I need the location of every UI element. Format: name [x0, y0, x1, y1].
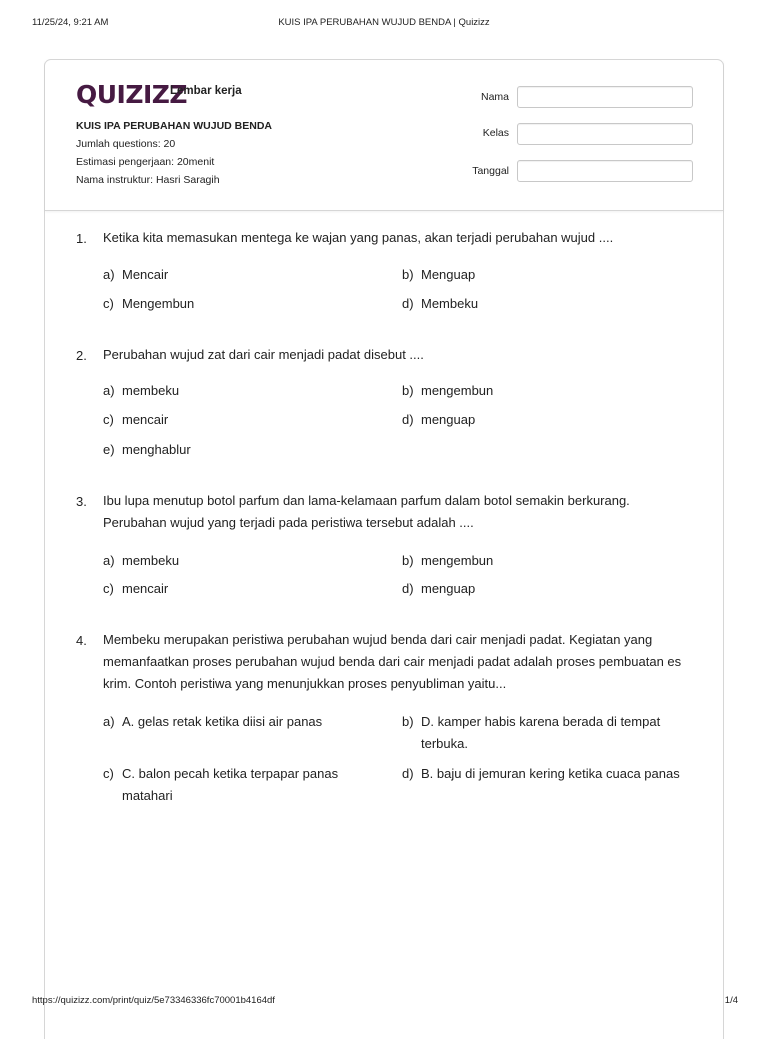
option-letter: a) — [103, 714, 115, 729]
option-text: A. gelas retak ketika diisi air panas — [122, 714, 323, 729]
option-letter: b) — [402, 383, 414, 398]
option-letter: d) — [402, 581, 414, 596]
instructor-name: Nama instruktur: Hasri Saragih — [76, 174, 220, 186]
option-letter: e) — [103, 442, 115, 457]
option-text: mengembun — [421, 553, 494, 568]
option-text: Mengembun — [122, 296, 195, 311]
option-text: D. kamper habis karena berada di tempat terbuka. — [421, 714, 661, 751]
option-text: Menguap — [421, 267, 476, 282]
option-text: Mencair — [122, 267, 169, 282]
name-field[interactable] — [517, 86, 693, 108]
print-page-number: 1/4 — [724, 995, 738, 1006]
option-b — [402, 264, 702, 286]
question-text: Ketika kita memasukan mentega ke wajan yang panas, akan terjadi perubahan wujud .... — [103, 230, 614, 245]
option-letter: d) — [402, 296, 414, 311]
option-letter: d) — [402, 766, 414, 781]
quizizz-logo: QUIZIZZ — [76, 80, 188, 109]
option-text: Membeku — [421, 296, 479, 311]
worksheet — [44, 59, 724, 1039]
name-label: Nama — [480, 91, 509, 103]
option-d — [402, 578, 702, 600]
estimated-time: Estimasi pengerjaan: 20menit — [76, 156, 215, 168]
worksheet-header — [45, 60, 723, 211]
option-c — [103, 763, 373, 807]
option-letter: c) — [103, 412, 114, 427]
option-d — [402, 409, 702, 431]
option-d — [402, 763, 702, 785]
print-header — [0, 17, 768, 31]
option-text: menghablur — [122, 442, 191, 457]
option-c — [103, 578, 373, 600]
print-url: https://quizizz.com/print/quiz/5e73346336fc70001b4164df — [32, 995, 275, 1006]
option-a — [103, 711, 373, 733]
option-letter: b) — [402, 267, 414, 282]
option-text: menguap — [421, 412, 476, 427]
question-number: 4. — [76, 633, 87, 648]
option-a — [103, 264, 373, 286]
option-text: menguap — [421, 581, 476, 596]
option-letter: a) — [103, 383, 115, 398]
print-datetime: 11/25/24, 9:21 AM — [32, 17, 109, 28]
question-number: 1. — [76, 231, 87, 246]
option-b — [402, 550, 702, 572]
option-text: mengembun — [421, 383, 494, 398]
print-footer — [0, 995, 768, 1009]
worksheet-subtitle: Lembar kerja — [170, 85, 242, 97]
option-c — [103, 409, 373, 431]
date-field[interactable] — [517, 160, 693, 182]
print-page-title: KUIS IPA PERUBAHAN WUJUD BENDA | Quizizz — [278, 17, 490, 28]
class-label: Kelas — [482, 127, 509, 139]
option-letter: a) — [103, 553, 115, 568]
option-letter: b) — [402, 553, 414, 568]
option-letter: d) — [402, 412, 414, 427]
question-text: Membeku merupakan peristiwa perubahan wujud benda dari cair menjadi padat. Kegiatan yang memanfaatkan proses perubahan wujud benda dari cair menjadi padat adalah proses pembuatan es krim. Contoh peristiwa yang menunjukkan proses penyubliman yaitu... — [103, 632, 682, 691]
option-text: C. balon pecah ketika terpapar panas matahari — [122, 766, 339, 803]
option-a — [103, 380, 373, 402]
option-letter: b) — [402, 714, 414, 729]
question-text: Perubahan wujud zat dari cair menjadi padat disebut .... — [103, 347, 424, 362]
class-field[interactable] — [517, 123, 693, 145]
option-d — [402, 293, 702, 315]
option-text: B. baju di jemuran kering ketika cuaca panas — [421, 766, 680, 781]
option-letter: c) — [103, 296, 114, 311]
option-text: membeku — [122, 383, 180, 398]
option-text: membeku — [122, 553, 180, 568]
option-e — [103, 439, 373, 461]
option-letter: c) — [103, 581, 114, 596]
question-text: Ibu lupa menutup botol parfum dan lama-kelamaan parfum dalam botol semakin berkurang. Perubahan wujud yang terjadi pada peristiwa tersebut adalah .... — [103, 493, 630, 530]
question-number: 2. — [76, 348, 87, 363]
option-a — [103, 550, 373, 572]
date-label: Tanggal — [472, 165, 509, 177]
option-text: mencair — [122, 581, 169, 596]
option-letter: a) — [103, 267, 115, 282]
quiz-title: KUIS IPA PERUBAHAN WUJUD BENDA — [76, 120, 273, 132]
question-count: Jumlah questions: 20 — [76, 138, 176, 150]
question-number: 3. — [76, 494, 87, 509]
option-text: mencair — [122, 412, 169, 427]
option-letter: c) — [103, 766, 114, 781]
option-b — [402, 380, 702, 402]
option-c — [103, 293, 373, 315]
option-b — [402, 711, 702, 755]
